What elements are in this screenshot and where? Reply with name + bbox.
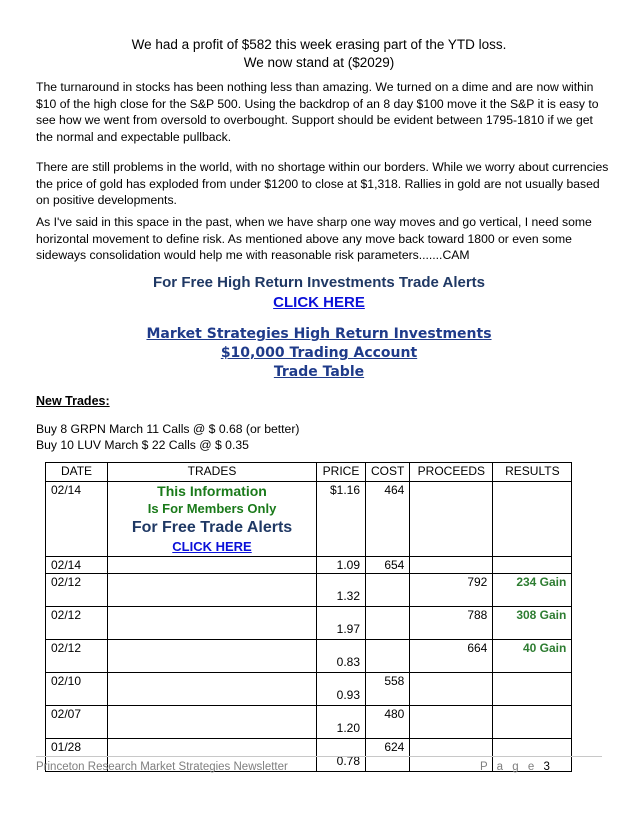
footer-page-label: P a g e — [480, 761, 538, 773]
cell-price: 0.78 — [336, 754, 360, 768]
cell-price-wrap — [317, 706, 366, 739]
cell-cost: 654 — [366, 557, 410, 574]
paragraph-gold: There are still problems in the world, with no shortage within our borders. While we worry about currencies the price of gold has exploded from under $1200 to close at $1,318. Rallies in gold are not usually based on positive developments. — [36, 160, 609, 207]
cell-trades — [108, 574, 317, 607]
header-proceeds: PROCEEDS — [410, 463, 493, 482]
cell-results — [493, 482, 572, 557]
table-row — [46, 706, 572, 739]
members-only-box — [108, 482, 317, 557]
cell-cost: 558 — [366, 673, 410, 706]
headline-ytd: We now stand at ($2029) — [243, 55, 395, 70]
footer-page-number: 3 — [543, 761, 550, 773]
header-results: RESULTS — [493, 463, 572, 482]
paragraph-risk: As I've said in this space in the past, when we have sharp one way moves and go vertical, I need some horizontal movement to define risk. As mentioned above any move back toward 1800 or even some sideways consolidation would help me with reasonable risk parameters.......CAM — [36, 215, 592, 262]
members-line-3: For Free Trade Alerts — [131, 519, 293, 536]
trade-table — [45, 462, 572, 772]
cell-price: 0.93 — [336, 688, 360, 702]
cell-proceeds — [410, 673, 493, 706]
cell-results: 308 Gain — [493, 607, 572, 640]
cell-date: 01/28 — [46, 739, 108, 772]
header-trades: TRADES — [108, 463, 317, 482]
cell-results: 234 Gain — [493, 574, 572, 607]
cell-cost: 480 — [366, 706, 410, 739]
table-row — [46, 574, 572, 607]
cell-date: 02/12 — [46, 574, 108, 607]
footer-divider — [36, 756, 602, 757]
cell-price-wrap — [317, 607, 366, 640]
footer-page-indicator — [480, 761, 550, 773]
cell-trades — [108, 706, 317, 739]
table-row — [46, 640, 572, 673]
table-header-row — [46, 463, 572, 482]
cell-cost — [366, 574, 410, 607]
cell-trades — [108, 557, 317, 574]
cell-proceeds: 788 — [410, 607, 493, 640]
table-row — [46, 557, 572, 574]
cell-price-wrap — [317, 673, 366, 706]
cell-results — [493, 706, 572, 739]
cell-trades — [108, 640, 317, 673]
strategies-title: Market Strategies High Return Investments — [146, 326, 492, 342]
table-row — [46, 673, 572, 706]
cell-cost: 624 — [366, 739, 410, 772]
cell-price-wrap — [317, 739, 366, 772]
cell-cost: 464 — [366, 482, 410, 557]
cell-price: 0.83 — [336, 655, 360, 669]
cell-trades — [108, 607, 317, 640]
members-click-here-link[interactable]: CLICK HERE — [172, 539, 252, 554]
table-row — [46, 607, 572, 640]
promo-click-here-link[interactable]: CLICK HERE — [273, 294, 365, 311]
cell-date: 02/12 — [46, 607, 108, 640]
members-line-1: This Information — [157, 483, 267, 499]
headline-profit: We had a profit of $582 this week erasing part of the YTD loss. — [131, 37, 507, 52]
cell-proceeds — [410, 706, 493, 739]
cell-results: 40 Gain — [493, 640, 572, 673]
cell-results — [493, 557, 572, 574]
cell-price-wrap — [317, 574, 366, 607]
new-trade-item: Buy 8 GRPN March 11 Calls @ $ 0.68 (or better) — [36, 422, 300, 436]
cell-date: 02/07 — [46, 706, 108, 739]
table-row — [46, 482, 572, 557]
header-price: PRICE — [317, 463, 366, 482]
cell-proceeds: 664 — [410, 640, 493, 673]
members-line-2: Is For Members Only — [147, 501, 277, 516]
cell-proceeds: 792 — [410, 574, 493, 607]
cell-cost — [366, 640, 410, 673]
strategies-account: $10,000 Trading Account — [220, 345, 418, 361]
header-date: DATE — [46, 463, 108, 482]
cell-date: 02/14 — [46, 482, 108, 557]
footer-newsletter-name: Princeton Research Market Strategies Newsletter — [36, 761, 288, 773]
cell-trades — [108, 673, 317, 706]
cell-results — [493, 673, 572, 706]
cell-price: 1.20 — [336, 721, 360, 735]
cell-price-wrap — [317, 640, 366, 673]
cell-price: 1.09 — [317, 557, 366, 574]
new-trades-heading: New Trades: — [36, 394, 110, 408]
cell-proceeds — [410, 482, 493, 557]
cell-price: $1.16 — [317, 482, 366, 557]
header-cost: COST — [366, 463, 410, 482]
promo-link-wrap — [0, 293, 638, 312]
strategies-trade-table: Trade Table — [273, 364, 365, 380]
cell-proceeds — [410, 557, 493, 574]
new-trade-item: Buy 10 LUV March $ 22 Calls @ $ 0.35 — [36, 438, 249, 452]
cell-price: 1.32 — [336, 589, 360, 603]
promo-title: For Free High Return Investments Trade Alerts — [152, 274, 486, 291]
cell-cost — [366, 607, 410, 640]
cell-date: 02/14 — [46, 557, 108, 574]
paragraph-turnaround: The turnaround in stocks has been nothing less than amazing. We turned on a dime and are now within $10 of the high close for the S&P 500. Using the backdrop of an 8 day $100 move it the S&P it is easy to see how we went from oversold to overbought. Support should be evident between 1795-1810 if we get the normal and expectable pullback. — [36, 80, 599, 144]
cell-price: 1.97 — [336, 622, 360, 636]
cell-date: 02/10 — [46, 673, 108, 706]
cell-date: 02/12 — [46, 640, 108, 673]
